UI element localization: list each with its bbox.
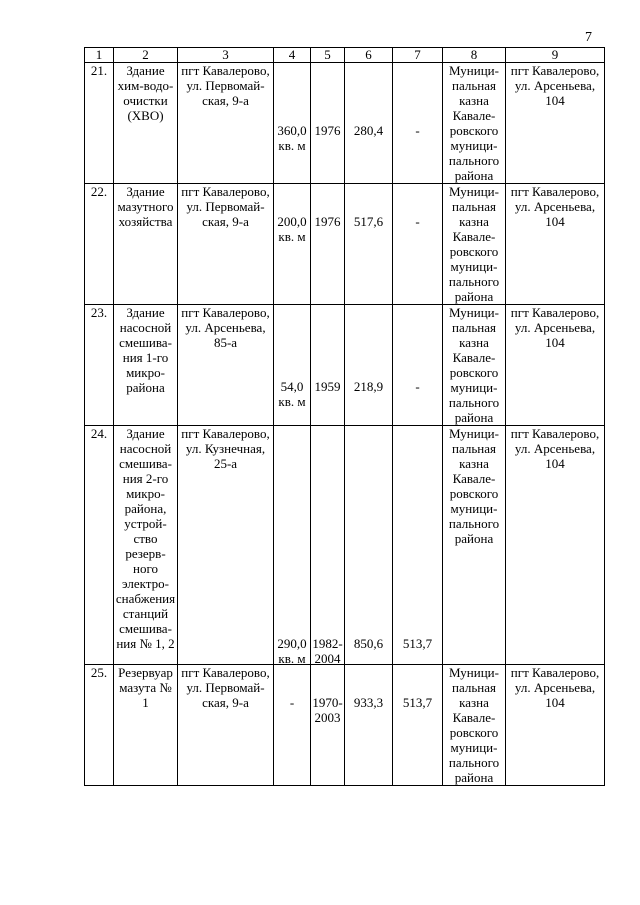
row-number: 22. — [85, 184, 114, 305]
object-owner: Муници-пальная казна Кавале-ровского муници-пального района — [443, 305, 506, 426]
object-owner: Муници-пальная казна Кавале-ровского муници-пального района — [443, 63, 506, 184]
object-location: пгт Кавалерово, ул. Арсеньева, 104 — [506, 426, 605, 665]
table-row — [85, 426, 605, 665]
object-location: пгт Кавалерово, ул. Арсеньева, 104 — [506, 665, 605, 786]
object-owner: Муници-пальная казна Кавале-ровского муници-пального района — [443, 184, 506, 305]
object-residual: - — [415, 123, 420, 138]
column-header: 5 — [311, 48, 345, 63]
object-address: пгт Кавалерово, ул. Арсеньева, 85-а — [178, 305, 274, 426]
object-value: 933,3 — [353, 695, 384, 710]
table-row — [85, 665, 605, 786]
object-address: пгт Кавалерово, ул. Первомай-ская, 9-а — [178, 665, 274, 786]
object-location: пгт Кавалерово, ул. Арсеньева, 104 — [506, 305, 605, 426]
page-number: 7 — [585, 30, 592, 45]
object-name: Здание насосной смешива-ния 1-го микро-района — [114, 305, 178, 426]
column-header: 1 — [85, 48, 114, 63]
table-row — [85, 63, 605, 184]
column-header: 4 — [274, 48, 311, 63]
row-number: 23. — [85, 305, 114, 426]
object-year: 1982-2004 — [312, 636, 343, 666]
object-owner: Муници-пальная казна Кавале-ровского муници-пального района — [443, 426, 506, 665]
object-name: Здание мазутного хозяйства — [114, 184, 178, 305]
object-area: 54,0 кв. м — [278, 379, 306, 409]
object-residual: - — [415, 214, 420, 229]
object-value: 218,9 — [353, 379, 384, 394]
object-name: Здание хим-водо-очистки (ХВО) — [114, 63, 178, 184]
object-address: пгт Кавалерово, ул. Первомай-ская, 9-а — [178, 63, 274, 184]
row-number: 24. — [85, 426, 114, 665]
column-header: 3 — [178, 48, 274, 63]
object-address: пгт Кавалерово, ул. Первомай-ская, 9-а — [178, 184, 274, 305]
object-year: 1976 — [314, 214, 341, 229]
column-header: 8 — [443, 48, 506, 63]
object-location: пгт Кавалерово, ул. Арсеньева, 104 — [506, 184, 605, 305]
column-header: 9 — [506, 48, 605, 63]
object-year: 1959 — [314, 379, 341, 394]
row-number: 21. — [85, 63, 114, 184]
row-number: 25. — [85, 665, 114, 786]
object-area: 200,0 кв. м — [277, 214, 307, 244]
object-residual: - — [415, 379, 420, 394]
object-area: 290,0 кв. м — [277, 636, 307, 666]
object-name: Здание насосной смешива-ния 2-го микро-района, устрой-ство резерв-ного электро-снабжения станций смешива-ния № 1, 2 — [114, 426, 178, 665]
column-header: 2 — [114, 48, 178, 63]
object-area: - — [289, 695, 295, 710]
object-residual: 513,7 — [402, 636, 433, 651]
object-value: 850,6 — [353, 636, 384, 651]
object-owner: Муници-пальная казна Кавале-ровского муници-пального района — [443, 665, 506, 786]
object-address: пгт Кавалерово, ул. Кузнечная, 25-а — [178, 426, 274, 665]
column-number-row — [85, 48, 605, 63]
object-area: 360,0 кв. м — [277, 123, 307, 153]
object-location: пгт Кавалерово, ул. Арсеньева, 104 — [506, 63, 605, 184]
property-register-table — [84, 47, 605, 786]
object-value: 517,6 — [353, 214, 384, 229]
object-value: 280,4 — [353, 123, 384, 138]
column-header: 6 — [345, 48, 393, 63]
table-row — [85, 305, 605, 426]
column-header: 7 — [393, 48, 443, 63]
object-name: Резервуар мазута № 1 — [114, 665, 178, 786]
object-year: 1970-2003 — [312, 695, 343, 725]
table-row — [85, 184, 605, 305]
object-residual: 513,7 — [402, 695, 433, 710]
object-year: 1976 — [314, 123, 341, 138]
